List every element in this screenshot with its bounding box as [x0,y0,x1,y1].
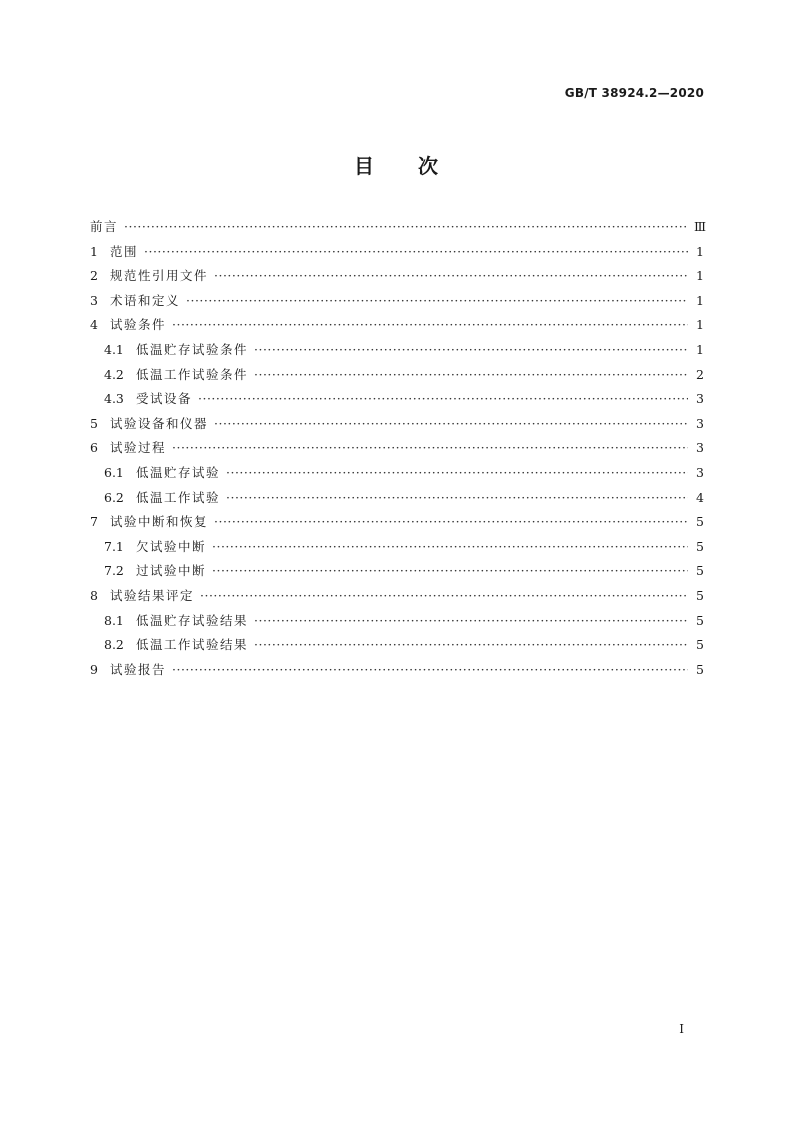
toc-entry-label: 范围 [110,243,139,259]
toc-dot-leader [214,412,688,437]
table-of-contents [90,215,707,682]
toc-entry-number: 4 [90,317,98,333]
toc-dot-leader [226,461,688,486]
toc-entry-number: 6.2 [104,489,124,505]
toc-dot-leader [226,486,688,511]
title-char-right: 次 [418,154,440,178]
toc-entry[interactable] [90,338,704,363]
toc-entry-number: 8 [90,587,98,603]
toc-dot-leader [214,264,688,289]
toc-dot-leader [254,609,688,634]
toc-entry-number: 7.2 [104,563,124,579]
toc-entry[interactable] [90,461,704,486]
toc-entry-label: 低温贮存试验结果 [136,612,249,628]
toc-dot-leader [254,633,688,658]
toc-dot-leader [144,240,688,265]
toc-entry-label: 低温贮存试验 [136,464,221,480]
toc-dot-leader [124,215,688,240]
toc-entry-label: 规范性引用文件 [110,268,209,284]
toc-entry-label: 低温贮存试验条件 [136,341,249,357]
toc-entry-label: 试验条件 [110,317,167,333]
toc-entry[interactable] [90,412,704,437]
toc-entry[interactable] [90,658,704,683]
toc-entry[interactable] [90,510,704,535]
toc-dot-leader [212,535,688,560]
toc-entry-page: 3 [696,391,704,407]
page-number: I [679,1022,684,1036]
toc-entry-page: 1 [696,341,704,357]
toc-entry-page: Ⅲ [694,219,707,234]
toc-entry[interactable] [90,363,704,388]
toc-entry[interactable] [90,387,704,412]
toc-entry-label: 低温工作试验条件 [136,366,249,382]
toc-entry-label: 欠试验中断 [136,538,207,554]
toc-entry-number: 8.1 [104,612,124,628]
toc-entry-label: 低温工作试验 [136,489,221,505]
toc-entry-number: 9 [90,661,98,677]
toc-entry-page: 5 [696,538,704,554]
toc-dot-leader [254,363,688,388]
toc-entry-page: 3 [696,464,704,480]
toc-entry-label: 试验中断和恢复 [110,514,209,530]
toc-entry[interactable] [90,264,704,289]
toc-entry[interactable] [90,486,704,511]
toc-entry-page: 1 [696,268,704,284]
toc-entry-label: 低温工作试验结果 [136,637,249,653]
toc-dot-leader [172,658,688,683]
toc-entry-number: 1 [90,243,98,259]
toc-entry[interactable] [90,584,704,609]
toc-entry[interactable] [90,559,704,584]
toc-dot-leader [186,289,688,314]
toc-entry-page: 5 [696,587,704,603]
toc-dot-leader [212,559,688,584]
toc-entry-number: 7 [90,514,98,530]
toc-entry-number: 4.3 [104,391,124,407]
toc-entry-page: 5 [696,612,704,628]
toc-entry-number: 7.1 [104,538,124,554]
toc-entry-page: 5 [696,563,704,579]
toc-entry[interactable] [90,609,704,634]
toc-dot-leader [172,313,688,338]
toc-entry-page: 5 [696,514,704,530]
toc-entry[interactable] [90,240,704,265]
toc-entry-label: 试验结果评定 [110,587,195,603]
toc-dot-leader [214,510,688,535]
toc-dot-leader [200,584,688,609]
toc-entry-label: 过试验中断 [136,563,207,579]
toc-entry-number: 5 [90,415,98,431]
toc-entry-number: 8.2 [104,637,124,653]
toc-entry-page: 3 [696,440,704,456]
toc-dot-leader [198,387,688,412]
toc-entry[interactable] [90,289,704,314]
toc-entry-label: 试验设备和仪器 [110,415,209,431]
toc-entry-number: 6 [90,440,98,456]
toc-entry-page: 1 [696,317,704,333]
toc-entry-number: 6.1 [104,464,124,480]
toc-entry-label: 前言 [90,219,119,234]
toc-entry-number: 2 [90,268,98,284]
toc-entry-label: 受试设备 [136,391,193,407]
toc-entry-page: 4 [696,489,704,505]
toc-entry[interactable] [90,436,704,461]
toc-entry-number: 4.2 [104,366,124,382]
toc-entry-number: 4.1 [104,341,124,357]
toc-entry-page: 1 [696,243,704,259]
toc-entry-page: 2 [696,366,704,382]
toc-entry-label: 术语和定义 [110,292,181,308]
toc-dot-leader [254,338,688,363]
toc-entry-page: 1 [696,292,704,308]
toc-dot-leader [172,436,688,461]
toc-entry-label: 试验报告 [110,661,167,677]
toc-entry[interactable] [90,535,704,560]
toc-entry-number: 3 [90,292,98,308]
toc-entry-page: 5 [696,637,704,653]
title-char-left: 目 [354,154,376,178]
toc-entry-page: 5 [696,661,704,677]
toc-entry[interactable] [90,633,704,658]
toc-entry-page: 3 [696,415,704,431]
standard-number: GB/T 38924.2—2020 [564,86,704,100]
page-title [0,150,794,179]
toc-entry-label: 试验过程 [110,440,167,456]
toc-entry[interactable] [90,215,707,240]
toc-entry[interactable] [90,313,704,338]
